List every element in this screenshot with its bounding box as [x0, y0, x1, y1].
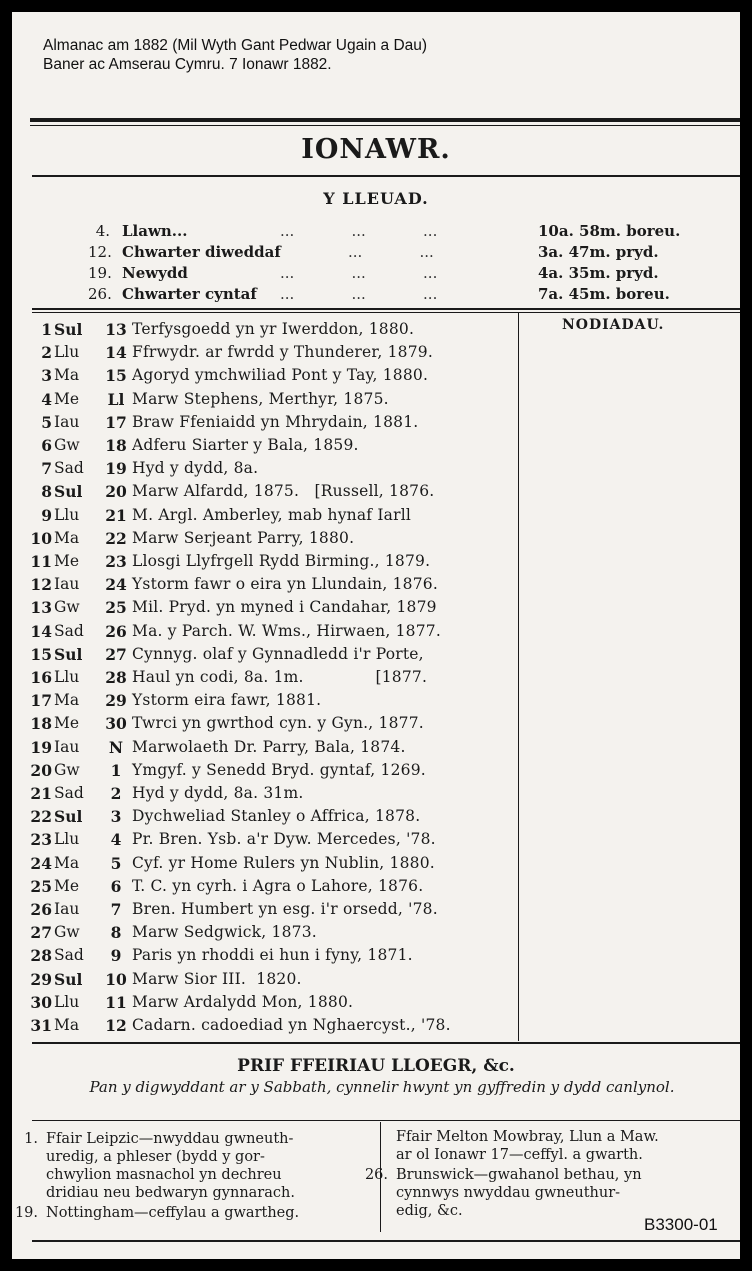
day-number: 1 — [41, 320, 52, 339]
calendar-row — [12, 944, 532, 967]
weekday: Sul — [54, 644, 83, 664]
event-text: Marw Alfardd, 1875. [Russell, 1876. — [132, 482, 435, 501]
day-number: 18 — [30, 714, 52, 734]
event-text: T. C. yn cyrh. i Agra o Lahore, 1876. — [132, 876, 424, 895]
old-style-date: 14 — [105, 343, 127, 363]
calendar-bottom-rule — [32, 1042, 740, 1044]
fair-entry — [14, 1204, 354, 1222]
old-style-date: 30 — [105, 714, 127, 734]
weekday: Me — [54, 714, 80, 733]
fair-entry — [364, 1166, 704, 1220]
old-style-date: 13 — [105, 320, 127, 339]
fair-text-line: cynnwys nwyddau gwneuthur- — [396, 1185, 621, 1201]
old-style-date: N — [108, 737, 124, 757]
day-number: 26 — [30, 900, 52, 919]
event-text: Ystorm eira fawr, 1881. — [132, 691, 322, 710]
calendar-row — [12, 968, 532, 991]
caption — [43, 36, 427, 74]
almanac-page — [12, 12, 740, 1259]
event-text: Terfysgoedd yn yr Iwerddon, 1880. — [132, 320, 415, 338]
calendar-row — [12, 875, 532, 898]
fairs-rule — [32, 1120, 740, 1121]
weekday: Llu — [54, 992, 80, 1011]
event-text: Cynnyg. olaf y Gynnadledd i'r Porte, — [132, 644, 424, 663]
calendar-row — [12, 620, 532, 643]
calendar-row — [12, 991, 532, 1014]
day-number: 25 — [30, 876, 52, 896]
weekday: Gw — [54, 760, 80, 779]
moon-phase-row — [12, 222, 740, 242]
old-style-date: 20 — [105, 482, 127, 502]
old-style-date: 4 — [110, 830, 122, 850]
fair-text-line: Brunswick—gwahanol bethau, yn — [396, 1167, 642, 1183]
calendar-row — [12, 411, 532, 434]
fair-text-line: Ffair Leipzic—nwyddau gwneuth- — [46, 1131, 294, 1147]
fair-text-line: ar ol Ionawr 17—ceffyl. a gwarth. — [396, 1147, 643, 1163]
calendar-row — [12, 527, 532, 550]
day-number: 31 — [30, 1016, 52, 1035]
event-text: Twrci yn gwrthod cyn. y Gyn., 1877. — [132, 714, 424, 733]
moon-phase-time: 4a. 35m. pryd. — [538, 264, 659, 282]
old-style-date: 15 — [105, 366, 127, 386]
calendar-row — [12, 689, 532, 712]
event-text: Hyd y dydd, 8a. — [132, 459, 259, 478]
old-style-date: 11 — [105, 992, 127, 1012]
day-number: 2 — [41, 343, 52, 363]
fairs-subtitle: Pan y digwyddant ar y Sabbath, cynnelir hwynt yn gyffredin y dydd canlynol. — [89, 1078, 675, 1096]
fair-entry — [14, 1130, 354, 1202]
old-style-date: 23 — [105, 552, 127, 571]
weekday: Ma — [54, 691, 80, 710]
caption-line-2: Baner ac Amserau Cymru. 7 Ionawr 1882. — [43, 56, 332, 73]
day-number: 8 — [41, 482, 52, 502]
day-number: 16 — [30, 668, 52, 687]
old-style-date: 26 — [105, 621, 127, 641]
old-style-date: 8 — [110, 923, 122, 943]
moon-phase-day: 19. — [88, 264, 112, 282]
weekday: Llu — [54, 505, 80, 524]
old-style-date: 7 — [110, 900, 122, 919]
weekday: Iau — [54, 412, 80, 431]
day-number: 5 — [41, 412, 52, 432]
calendar-row — [12, 782, 532, 805]
event-text: Agoryd ymchwiliad Pont y Tay, 1880. — [132, 366, 429, 385]
old-style-date: 18 — [105, 436, 127, 455]
moon-phase-day: 26. — [88, 285, 112, 303]
calendar-row — [12, 712, 532, 735]
calendar-row — [12, 666, 532, 689]
old-style-date: 28 — [105, 668, 127, 687]
day-number: 30 — [30, 992, 52, 1012]
calendar-row — [12, 434, 532, 457]
weekday: Ma — [54, 366, 80, 385]
event-text: Marwolaeth Dr. Parry, Bala, 1874. — [132, 737, 406, 756]
weekday: Gw — [54, 923, 80, 942]
month-rule — [32, 175, 740, 177]
day-number: 7 — [41, 459, 52, 479]
event-text: Marw Stephens, Merthyr, 1875. — [132, 389, 389, 408]
weekday: Ma — [54, 1016, 80, 1034]
moon-phase-name: Llawn... — [122, 222, 188, 240]
day-number: 29 — [30, 969, 52, 989]
moon-phase-row — [12, 264, 740, 284]
calendar-row — [12, 759, 532, 782]
day-number: 24 — [30, 853, 52, 873]
weekday: Ma — [54, 528, 80, 547]
day-number: 17 — [30, 691, 52, 711]
weekday: Sad — [54, 621, 84, 640]
moon-phase-name: Chwarter diweddaf — [122, 243, 281, 261]
old-style-date: Ll — [107, 389, 125, 409]
fair-text-line: dridiau neu bedwaryn gynnarach. — [46, 1185, 295, 1201]
calendar-row — [12, 504, 532, 527]
moon-phase-name: Newydd — [122, 264, 188, 282]
notes-title: NODIADAU. — [562, 317, 665, 333]
calendar-row — [12, 550, 532, 573]
day-number: 3 — [41, 366, 52, 386]
fair-text-line: chwylion masnachol yn dechreu — [46, 1167, 282, 1183]
event-text: Cadarn. cadoediad yn Nghaercyst., '78. — [132, 1016, 451, 1034]
weekday: Gw — [54, 598, 80, 617]
moon-phase-day: 4. — [95, 222, 110, 240]
weekday: Llu — [54, 343, 80, 362]
day-number: 27 — [30, 923, 52, 943]
day-number: 22 — [30, 807, 52, 827]
fair-day: 26. — [364, 1167, 388, 1183]
old-style-date: 1 — [110, 760, 122, 780]
event-text: Marw Serjeant Parry, 1880. — [132, 528, 355, 547]
weekday: Llu — [54, 668, 80, 686]
old-style-date: 9 — [110, 946, 122, 966]
event-text: Dychweliad Stanley o Affrica, 1878. — [132, 807, 421, 826]
calendar-row — [12, 341, 532, 364]
moon-phase-time: 10a. 58m. boreu. — [538, 222, 681, 240]
old-style-date: 21 — [105, 505, 127, 525]
weekday: Sul — [54, 807, 83, 827]
event-text: Hyd y dydd, 8a. 31m. — [132, 784, 304, 802]
old-style-date: 12 — [105, 1016, 127, 1035]
event-text: Haul yn codi, 8a. 1m. [1877. — [132, 668, 428, 686]
calendar-row — [12, 596, 532, 619]
weekday: Iau — [54, 900, 80, 918]
event-text: M. Argl. Amberley, mab hynaf Iarll — [132, 505, 412, 524]
day-number: 9 — [41, 505, 52, 525]
moon-phase-dots: ... ... ... — [280, 222, 438, 240]
calendar-row — [12, 805, 532, 828]
caption-line-1: Almanac am 1882 (Mil Wyth Gant Pedwar Ugain a Dau) — [43, 37, 428, 54]
moon-phase-time: 3a. 47m. pryd. — [538, 243, 659, 261]
old-style-date: 5 — [110, 853, 122, 873]
moon-rule-2 — [32, 312, 740, 313]
weekday: Iau — [54, 737, 80, 756]
old-style-date: 22 — [105, 528, 127, 548]
fair-text-line: edig, &c. — [396, 1203, 463, 1219]
calendar-row — [12, 573, 532, 596]
event-text: Ystorm fawr o eira yn Llundain, 1876. — [132, 575, 438, 594]
moon-phase-day: 12. — [88, 243, 112, 261]
calendar-row — [12, 643, 532, 666]
weekday: Sul — [54, 320, 83, 339]
calendar-row — [12, 852, 532, 875]
calendar-row — [12, 898, 532, 921]
event-text: Marw Sedgwick, 1873. — [132, 923, 317, 942]
old-style-date: 6 — [110, 876, 122, 896]
weekday: Sul — [54, 482, 83, 502]
fair-text-line: Nottingham—ceffylau a gwartheg. — [46, 1205, 300, 1221]
event-text: Llosgi Llyfrgell Rydd Birming., 1879. — [132, 552, 431, 570]
event-text: Braw Ffeniaidd yn Mhrydain, 1881. — [132, 412, 419, 431]
event-text: Adferu Siarter y Bala, 1859. — [132, 436, 359, 454]
old-style-date: 10 — [105, 969, 127, 989]
old-style-date: 24 — [105, 575, 127, 595]
day-number: 21 — [30, 784, 52, 803]
weekday: Me — [54, 389, 80, 408]
weekday: Iau — [54, 575, 80, 594]
top-rule-thin — [30, 125, 740, 126]
day-number: 12 — [30, 575, 52, 595]
fairs-title: PRIF FFEIRIAU LLOEGR, &c. — [237, 1056, 515, 1076]
day-number: 15 — [30, 644, 52, 664]
calendar-row — [12, 828, 532, 851]
calendar-row — [12, 1014, 532, 1037]
calendar-row — [12, 921, 532, 944]
fair-text-line: uredig, a phleser (bydd y gor- — [46, 1149, 265, 1165]
event-text: Cyf. yr Home Rulers yn Nublin, 1880. — [132, 853, 435, 872]
day-number: 6 — [41, 436, 52, 455]
day-number: 20 — [30, 760, 52, 780]
moon-phase-row — [12, 243, 740, 263]
event-text: Marw Ardalydd Mon, 1880. — [132, 992, 354, 1011]
weekday: Sad — [54, 946, 84, 965]
fair-text-line: Ffair Melton Mowbray, Llun a Maw. — [396, 1129, 659, 1145]
day-number: 4 — [41, 389, 52, 409]
event-text: Ma. y Parch. W. Wms., Hirwaen, 1877. — [132, 621, 441, 640]
calendar-row — [12, 457, 532, 480]
moon-phase-name: Chwarter cyntaf — [122, 285, 257, 303]
day-number: 14 — [30, 621, 52, 641]
moon-title: Y LLEUAD. — [323, 189, 429, 208]
weekday: Llu — [54, 830, 80, 849]
old-style-date: 19 — [105, 459, 127, 479]
old-style-date: 27 — [105, 644, 127, 664]
calendar-row — [12, 364, 532, 387]
moon-phase-dots: ... ... ... — [280, 264, 438, 282]
weekday: Me — [54, 552, 80, 570]
moon-rule — [32, 308, 740, 310]
fair-entry — [364, 1128, 704, 1164]
day-number: 28 — [30, 946, 52, 966]
event-text: Pr. Bren. Ysb. a'r Dyw. Mercedes, '78. — [132, 830, 436, 849]
weekday: Sad — [54, 784, 84, 802]
old-style-date: 3 — [110, 807, 122, 827]
weekday: Gw — [54, 436, 80, 454]
calendar-row — [12, 388, 532, 411]
day-number: 11 — [30, 552, 52, 571]
calendar-row — [12, 480, 532, 503]
event-text: Mil. Pryd. yn myned i Candahar, 1879 — [132, 598, 437, 617]
archive-code: B3300-01 — [644, 1215, 718, 1234]
moon-phase-time: 7a. 45m. boreu. — [538, 285, 670, 303]
fair-day: 1. — [24, 1131, 38, 1147]
event-text: Bren. Humbert yn esg. i'r orsedd, '78. — [132, 900, 438, 918]
old-style-date: 2 — [110, 784, 122, 803]
bottom-rule — [32, 1240, 740, 1242]
day-number: 23 — [30, 830, 52, 850]
old-style-date: 17 — [105, 412, 127, 432]
moon-phase-dots: ... ... — [348, 243, 434, 261]
calendar-row — [12, 318, 532, 341]
top-rule-thick — [30, 118, 740, 122]
day-number: 19 — [30, 737, 52, 757]
month-title: IONAWR. — [301, 134, 451, 165]
event-text: Ffrwydr. ar fwrdd y Thunderer, 1879. — [132, 343, 433, 362]
day-number: 13 — [30, 598, 52, 618]
weekday: Me — [54, 876, 80, 895]
old-style-date: 25 — [105, 598, 127, 618]
weekday: Sul — [54, 969, 83, 989]
moon-phase-dots: ... ... ... — [280, 285, 438, 303]
fair-day: 19. — [14, 1205, 38, 1221]
old-style-date: 29 — [105, 691, 127, 711]
calendar-row — [12, 736, 532, 759]
weekday: Ma — [54, 853, 80, 872]
weekday: Sad — [54, 459, 84, 478]
event-text: Marw Sior III. 1820. — [132, 969, 302, 988]
event-text: Paris yn rhoddi ei hun i fyny, 1871. — [132, 946, 413, 965]
event-text: Ymgyf. y Senedd Bryd. gyntaf, 1269. — [132, 760, 426, 779]
day-number: 10 — [30, 528, 52, 548]
moon-phase-row — [12, 285, 740, 305]
